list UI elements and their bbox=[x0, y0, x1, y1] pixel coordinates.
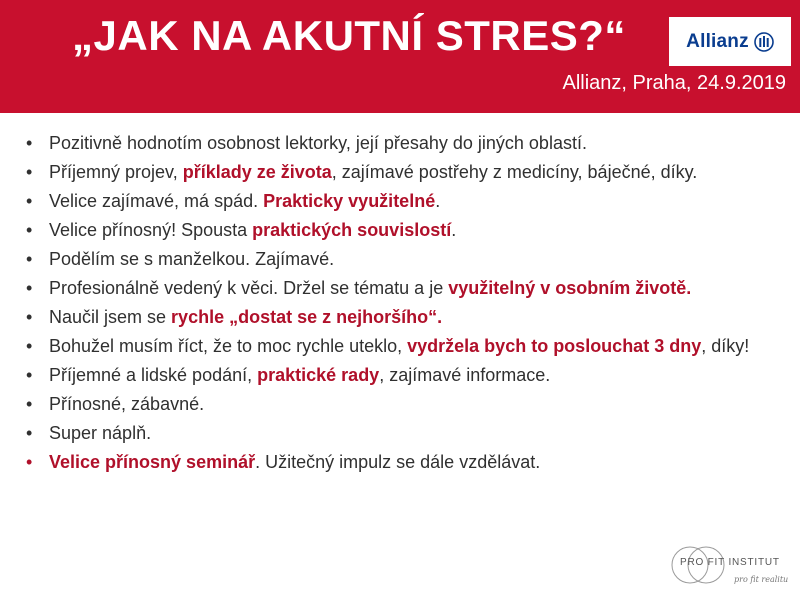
feedback-text: Super náplň. bbox=[49, 423, 152, 443]
emphasis-text: využitelný v osobním životě. bbox=[448, 278, 692, 298]
slide-subtitle: Allianz, Praha, 24.9.2019 bbox=[562, 72, 786, 94]
feedback-item bbox=[24, 245, 784, 274]
feedback-text: Velice zajímavé, má spád. bbox=[49, 191, 264, 211]
feedback-text: Přínosné, zábavné. bbox=[49, 394, 205, 414]
bullet-icon: • bbox=[26, 307, 33, 327]
feedback-text: Pozitivně hodnotím osobnost lektorky, její přesahy do jiných oblastí. bbox=[49, 133, 587, 153]
bullet-icon: • bbox=[26, 452, 33, 472]
feedback-item bbox=[24, 274, 784, 303]
profit-circles-icon bbox=[668, 543, 800, 598]
emphasis-text: vydržela bych to poslouchat 3 dny bbox=[407, 336, 702, 356]
feedback-item bbox=[24, 332, 784, 361]
emphasis-text: praktické rady bbox=[257, 365, 380, 385]
bullet-icon: • bbox=[26, 336, 33, 356]
emphasis-text: praktických souvislostí bbox=[252, 220, 452, 240]
bullet-icon: • bbox=[26, 249, 33, 269]
feedback-item bbox=[24, 448, 784, 477]
emphasis-text: příklady ze života bbox=[182, 162, 332, 182]
bullet-icon: • bbox=[26, 191, 33, 211]
feedback-list bbox=[24, 129, 784, 477]
profit-institut-tagline: pro fit realitu bbox=[734, 575, 789, 584]
bullet-icon: • bbox=[26, 365, 33, 385]
bullet-icon: • bbox=[26, 278, 33, 298]
feedback-text: Bohužel musím říct, že to moc rychle uteklo, bbox=[49, 336, 408, 356]
profit-institut-logo bbox=[668, 543, 800, 598]
header-banner bbox=[0, 0, 800, 113]
emphasis-text: Prakticky využitelné bbox=[263, 191, 436, 211]
feedback-item bbox=[24, 390, 784, 419]
feedback-item bbox=[24, 303, 784, 332]
feedback-item bbox=[24, 419, 784, 448]
feedback-text: Velice přínosný! Spousta bbox=[49, 220, 253, 240]
feedback-text: , zajímavé postřehy z medicíny, báječné, díky. bbox=[331, 162, 698, 182]
profit-institut-text: PRO FIT INSTITUT bbox=[680, 557, 780, 568]
bullet-icon: • bbox=[26, 220, 33, 240]
allianz-emblem-icon bbox=[754, 32, 774, 52]
bullet-icon: • bbox=[26, 394, 33, 414]
feedback-text: , zajímavé informace. bbox=[379, 365, 551, 385]
feedback-item bbox=[24, 361, 784, 390]
feedback-text: Podělím se s manželkou. Zajímavé. bbox=[49, 249, 335, 269]
feedback-text: Příjemné a lidské podání, bbox=[49, 365, 258, 385]
feedback-text: . bbox=[435, 191, 441, 211]
emphasis-text: rychle „dostat se z nejhoršího“. bbox=[171, 307, 443, 327]
feedback-text: , díky! bbox=[701, 336, 750, 356]
feedback-item bbox=[24, 129, 784, 158]
allianz-logo bbox=[669, 17, 791, 66]
feedback-text: Příjemný projev, bbox=[49, 162, 183, 182]
feedback-text: . bbox=[451, 220, 457, 240]
feedback-item bbox=[24, 216, 784, 245]
slide-title: „JAK NA AKUTNÍ STRES?“ bbox=[72, 12, 626, 59]
feedback-item bbox=[24, 187, 784, 216]
feedback-text: Profesionálně vedený k věci. Držel se tématu a je bbox=[49, 278, 449, 298]
bullet-icon: • bbox=[26, 423, 33, 443]
emphasis-text: Velice přínosný seminář bbox=[49, 452, 256, 472]
feedback-text: . Užitečný impulz se dále vzdělávat. bbox=[255, 452, 541, 472]
allianz-logo-text: Allianz bbox=[686, 30, 749, 52]
feedback-text: Naučil jsem se bbox=[49, 307, 172, 327]
feedback-item bbox=[24, 158, 784, 187]
bullet-icon: • bbox=[26, 133, 33, 153]
bullet-icon: • bbox=[26, 162, 33, 182]
